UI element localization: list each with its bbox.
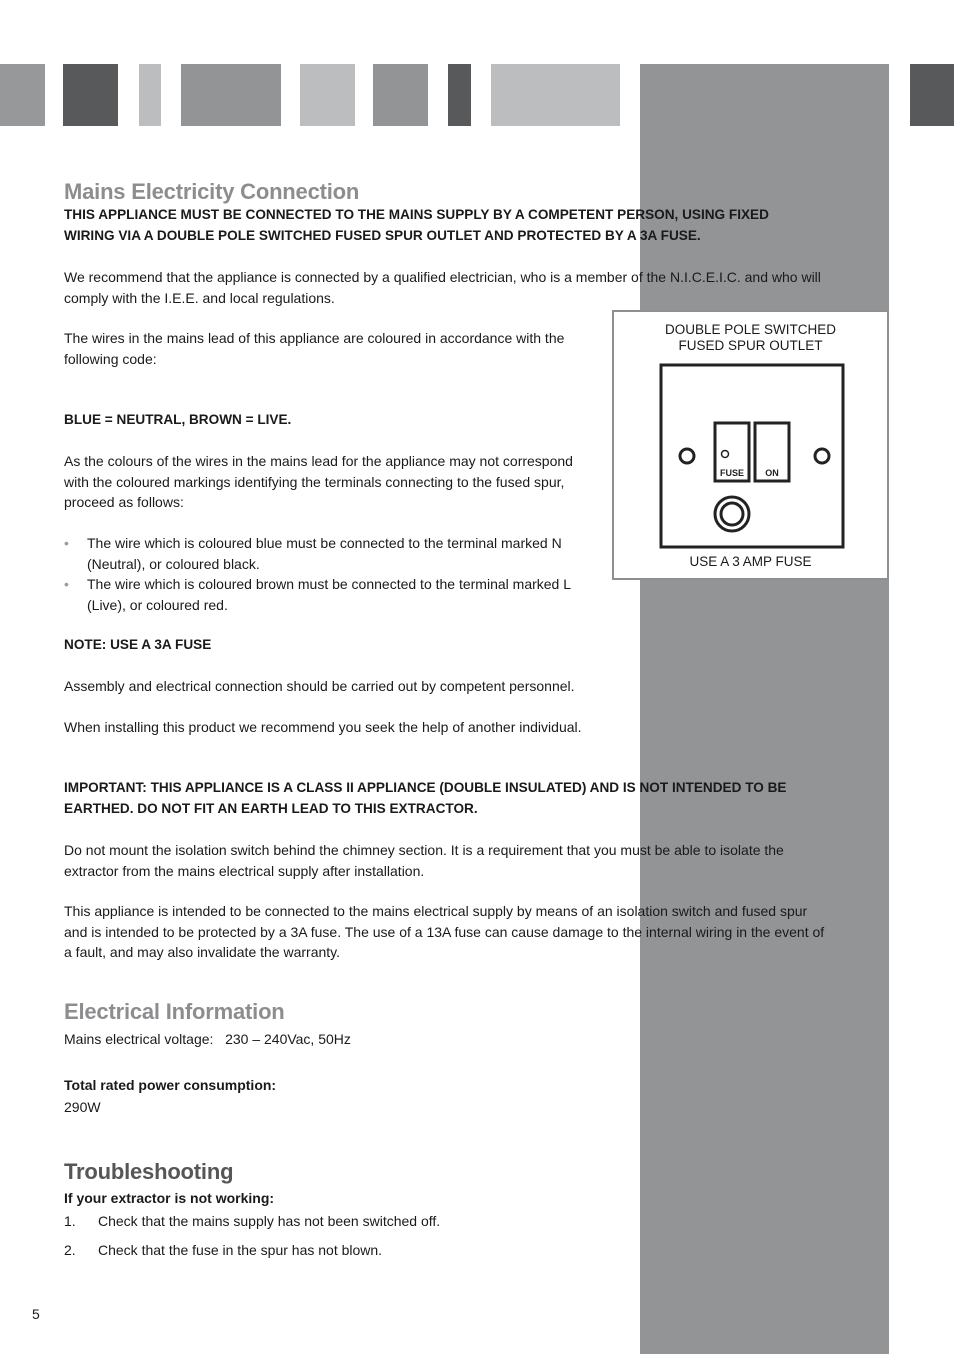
list-item: • The wire which is coloured brown must be connected to the terminal marked L (Live), or coloured red. [64, 576, 571, 613]
header-block [139, 64, 161, 126]
bullet-icon: • [64, 576, 69, 592]
intended-paragraph: This appliance is intended to be connected to the mains electrical supply by means of an isolation switch and fused spur and is intended to be protected by a 3A fuse. The use of a 13A fuse can cause damage to the internal wiring in the event of a fault, and may also invalidate the warranty. [64, 903, 825, 960]
header-block [63, 64, 118, 126]
power-label: Total rated power consumption: [64, 1077, 277, 1093]
header-block [491, 64, 620, 126]
voltage-line: Mains electrical voltage: 230 – 240Vac, 50Hz [64, 1031, 351, 1047]
troubleshooting-subheading: If your extractor is not working: [64, 1190, 275, 1206]
header-block [0, 64, 45, 126]
header-block [448, 64, 471, 126]
header-block [300, 64, 355, 126]
fuse-note: NOTE: USE A 3A FUSE [64, 637, 212, 652]
mains-heading: Mains Electricity Connection [64, 179, 360, 204]
troubleshooting-heading: Troubleshooting [64, 1159, 234, 1184]
on-label: ON [765, 468, 779, 478]
list-item: 1. Check that the mains supply has not been switched off. [64, 1213, 441, 1229]
grey-side-column [640, 64, 889, 1354]
colour-code: BLUE = NEUTRAL, BROWN = LIVE. [64, 412, 292, 427]
list-item: 2. Check that the fuse in the spur has not blown. [64, 1242, 383, 1258]
power-value: 290W [64, 1099, 101, 1115]
header-block [181, 64, 281, 126]
troubleshooting-steps [64, 1211, 440, 1269]
colours-note-paragraph: As the colours of the wires in the mains lead for the appliance may not correspond with the coloured markings identifying the terminals connecting to the fused spur, proceed as follows: [64, 453, 573, 510]
assembly-paragraph: Assembly and electrical connection should be carried out by competent personnel. [64, 678, 575, 694]
list-item: • The wire which is coloured blue must be connected to the terminal marked N (Neutral), or coloured black. [64, 535, 562, 572]
help-paragraph: When installing this product we recommend you seek the help of another individual. [64, 719, 582, 735]
bullet-icon: • [64, 535, 69, 551]
page-number: 5 [32, 1306, 40, 1322]
header-block [373, 64, 428, 126]
header-block [910, 64, 954, 126]
fused-spur-figure [612, 310, 889, 580]
mains-warning-line1: THIS APPLIANCE MUST BE CONNECTED TO THE MAINS SUPPLY BY A COMPETENT PERSON, USING FIXED [64, 207, 769, 222]
electrical-heading: Electrical Information [64, 999, 285, 1024]
isolation-paragraph: Do not mount the isolation switch behind the chimney section. It is a requirement that you must be able to isolate the extractor from the mains electrical supply after installation. [64, 842, 784, 879]
important-notice: IMPORTANT: THIS APPLIANCE IS A CLASS II APPLIANCE (DOUBLE INSULATED) AND IS NOT INTENDED TO BE EARTHED. DO NOT FIT AN EARTH LEAD TO THIS EXTRACTOR. [64, 780, 787, 816]
wires-code-paragraph: The wires in the mains lead of this appliance are coloured in accordance with the following code: [64, 330, 565, 367]
recommend-paragraph: We recommend that the appliance is connected by a qualified electrician, who is a member of the N.I.C.E.I.C. and who will comply with the I.E.E. and local regulations. [64, 269, 821, 306]
fused-spur-outlet-icon [658, 362, 846, 550]
figure-title: DOUBLE POLE SWITCHED FUSED SPUR OUTLET [664, 322, 837, 353]
wiring-bullet-list [64, 533, 594, 615]
figure-caption: USE A 3 AMP FUSE [689, 554, 812, 569]
mains-warning-line2: WIRING VIA A DOUBLE POLE SWITCHED FUSED SPUR OUTLET AND PROTECTED BY A 3A FUSE. [64, 228, 701, 243]
fuse-label: FUSE [719, 468, 745, 478]
